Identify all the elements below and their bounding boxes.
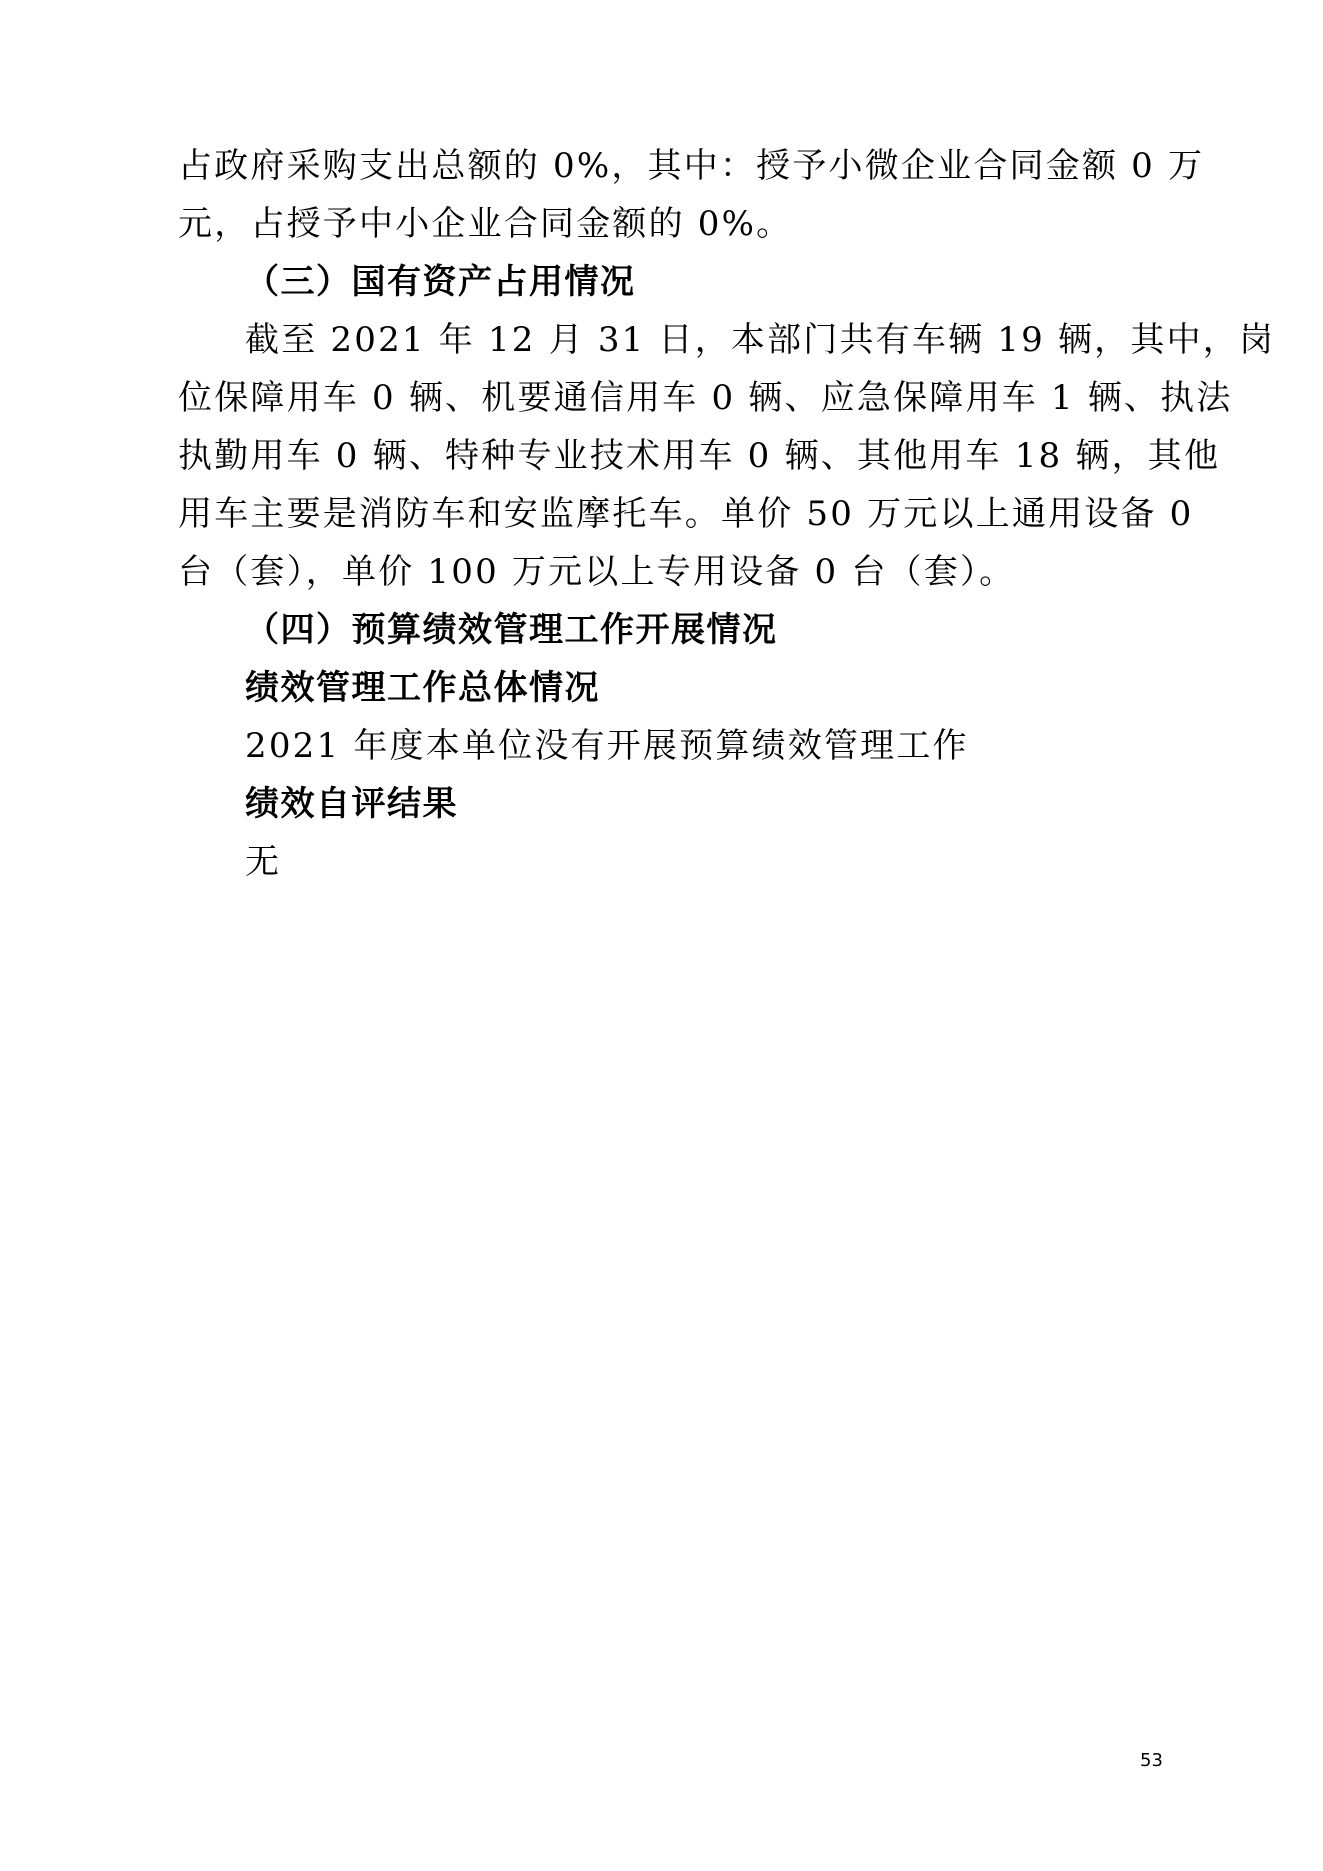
procurement-line-1: 占政府采购支出总额的 0%，其中：授予小微企业合同金额 0 万 (178, 146, 1205, 186)
assets-line-5: 台（套），单价 100 万元以上专用设备 0 台（套）。 (178, 552, 1016, 592)
section-3-heading: （三）国有资产占用情况 (245, 262, 636, 302)
assets-line-2: 位保障用车 0 辆、机要通信用车 0 辆、应急保障用车 1 辆、执法 (178, 378, 1233, 418)
assets-line-1: 截至 2021 年 12 月 31 日，本部门共有车辆 19 辆，其中，岗 (245, 320, 1276, 360)
assets-line-4: 用车主要是消防车和安监摩托车。单价 50 万元以上通用设备 0 (178, 494, 1194, 534)
procurement-line-2: 元，占授予中小企业合同金额的 0%。 (178, 204, 793, 244)
self-evaluation-text: 无 (245, 842, 282, 882)
performance-overview-heading: 绩效管理工作总体情况 (245, 668, 600, 708)
page-number: 53 (1140, 1750, 1163, 1771)
performance-overview-text: 2021 年度本单位没有开展预算绩效管理工作 (245, 726, 969, 766)
section-4-heading: （四）预算绩效管理工作开展情况 (245, 610, 778, 650)
self-evaluation-heading: 绩效自评结果 (245, 784, 458, 824)
assets-line-3: 执勤用车 0 辆、特种专业技术用车 0 辆、其他用车 18 辆，其他 (178, 436, 1221, 476)
